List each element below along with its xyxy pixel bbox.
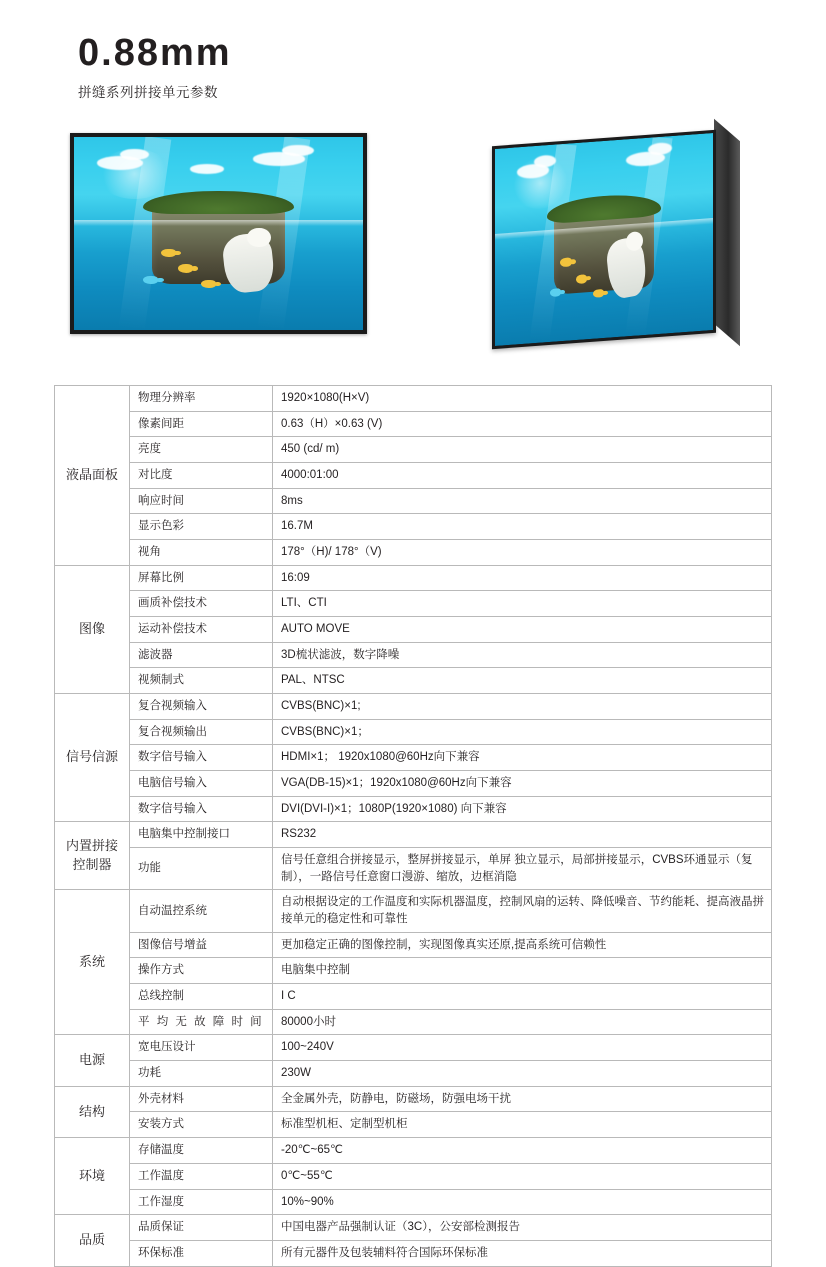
- fish-icon: [593, 289, 604, 298]
- spec-value: -20℃~65℃: [273, 1138, 772, 1164]
- table-row: [55, 514, 772, 540]
- panel-side-edge: [714, 119, 740, 347]
- fish-icon: [178, 264, 193, 272]
- water-surface-line: [74, 220, 363, 226]
- fish-icon: [143, 276, 158, 284]
- table-row: [55, 719, 772, 745]
- spec-key: 物理分辨率: [130, 386, 273, 412]
- spec-value: VGA(DB-15)×1；1920x1080@60Hz向下兼容: [273, 771, 772, 797]
- spec-key: 复合视频输出: [130, 719, 273, 745]
- spec-key: 滤波器: [130, 642, 273, 668]
- spec-key: 视角: [130, 540, 273, 566]
- specification-table-body: [55, 386, 772, 1267]
- spec-value: RS232: [273, 822, 772, 848]
- spec-value: LTI、CTI: [273, 591, 772, 617]
- spec-value: 所有元器件及包装辅料符合国际环保标准: [273, 1240, 772, 1266]
- spec-value: HDMI×1； 1920x1080@60Hz向下兼容: [273, 745, 772, 771]
- spec-value: CVBS(BNC)×1；: [273, 719, 772, 745]
- page-subtitle: 拼缝系列拼接单元参数: [78, 84, 218, 100]
- table-row: [55, 617, 772, 643]
- spec-key: 数字信号输入: [130, 796, 273, 822]
- spec-key: 宽电压设计: [130, 1035, 273, 1061]
- spec-key: 复合视频输入: [130, 694, 273, 720]
- spec-key: 亮度: [130, 437, 273, 463]
- spec-key: 数字信号输入: [130, 745, 273, 771]
- spec-category: 电源: [55, 1035, 130, 1086]
- spec-value: DVI(DVI-I)×1；1080P(1920×1080) 向下兼容: [273, 796, 772, 822]
- fish-icon: [576, 274, 587, 283]
- lcd-video-wall-front-view: [70, 133, 367, 334]
- table-row: [55, 958, 772, 984]
- spec-value: 电脑集中控制: [273, 958, 772, 984]
- spec-value: 4000:01:00: [273, 463, 772, 489]
- spec-value: AUTO MOVE: [273, 617, 772, 643]
- spec-key: 工作温度: [130, 1163, 273, 1189]
- spec-category: 品质: [55, 1215, 130, 1266]
- table-row: [55, 1061, 772, 1087]
- spec-key: 运动补偿技术: [130, 617, 273, 643]
- spec-key: 操作方式: [130, 958, 273, 984]
- spec-value: I C: [273, 984, 772, 1010]
- table-row: [55, 771, 772, 797]
- table-row: [55, 1112, 772, 1138]
- spec-value: 80000小时: [273, 1009, 772, 1035]
- spec-value: 更加稳定正确的图像控制，实现图像真实还原,提高系统可信赖性: [273, 932, 772, 958]
- spec-value: 0℃~55℃: [273, 1163, 772, 1189]
- spec-key: 外壳材料: [130, 1086, 273, 1112]
- table-row: [55, 411, 772, 437]
- spec-category: 结构: [55, 1086, 130, 1137]
- spec-key: 功能: [130, 848, 273, 890]
- fish-icon: [560, 258, 571, 267]
- spec-key: 视频制式: [130, 668, 273, 694]
- island-vegetation: [143, 191, 293, 214]
- spec-value: 10%~90%: [273, 1189, 772, 1215]
- screen-front: [74, 137, 363, 330]
- table-row: [55, 565, 772, 591]
- spec-value: 178°（H)/ 178°（V): [273, 540, 772, 566]
- table-row: [55, 591, 772, 617]
- table-row: [55, 932, 772, 958]
- spec-value: 100~240V: [273, 1035, 772, 1061]
- spec-key: 环保标准: [130, 1240, 273, 1266]
- spec-value: 信号任意组合拼接显示，整屏拼接显示，单屏 独立显示，局部拼接显示，CVBS环通显示（复制），一路信号任意窗口漫游、缩放，边框消隐: [273, 848, 772, 890]
- table-row: [55, 668, 772, 694]
- underwater-island-artwork: [74, 137, 363, 330]
- table-row: [55, 984, 772, 1010]
- table-row: [55, 1215, 772, 1241]
- table-row: [55, 848, 772, 890]
- panel-body: [492, 130, 716, 349]
- spec-key: 品质保证: [130, 1215, 273, 1241]
- table-row: [55, 488, 772, 514]
- table-row: [55, 1035, 772, 1061]
- table-row: [55, 463, 772, 489]
- spec-category: 图像: [55, 565, 130, 693]
- spec-value: 450 (cd/ m): [273, 437, 772, 463]
- spec-category: 系统: [55, 890, 130, 1035]
- spec-category: 液晶面板: [55, 386, 130, 566]
- table-row: [55, 437, 772, 463]
- spec-value: 3D梳状滤波，数字降噪: [273, 642, 772, 668]
- spec-value: 中国电器产品强制认证（3C），公安部检测报告: [273, 1215, 772, 1241]
- spec-value: CVBS(BNC)×1;: [273, 694, 772, 720]
- spec-value: 1920×1080(H×V): [273, 386, 772, 412]
- spec-value: 230W: [273, 1061, 772, 1087]
- table-row: [55, 1086, 772, 1112]
- spec-value: 标准型机柜、定制型机柜: [273, 1112, 772, 1138]
- lcd-video-wall-angled-view: [492, 120, 742, 358]
- spec-key: 自动温控系统: [130, 890, 273, 932]
- underwater-island-artwork: [495, 133, 713, 346]
- table-row: [55, 822, 772, 848]
- screen-angled: [495, 133, 713, 346]
- spec-value: 自动根据设定的工作温度和实际机器温度，控制风扇的运转、降低噪音、节约能耗、提高液晶拼接单元的稳定性和可靠性: [273, 890, 772, 932]
- spec-key: 总线控制: [130, 984, 273, 1010]
- spec-value: 8ms: [273, 488, 772, 514]
- table-row: [55, 1138, 772, 1164]
- table-row: [55, 1009, 772, 1035]
- polar-bear-head: [247, 228, 270, 247]
- spec-value: PAL、NTSC: [273, 668, 772, 694]
- table-row: [55, 694, 772, 720]
- spec-value: 全金属外壳，防静电，防磁场，防强电场干扰: [273, 1086, 772, 1112]
- spec-key: 功耗: [130, 1061, 273, 1087]
- spec-key: 存储温度: [130, 1138, 273, 1164]
- spec-key: 像素间距: [130, 411, 273, 437]
- table-row: [55, 386, 772, 412]
- table-row: [55, 890, 772, 932]
- table-row: [55, 796, 772, 822]
- table-row: [55, 1240, 772, 1266]
- specification-table: [54, 385, 772, 1267]
- cloud-icon: [190, 164, 225, 174]
- table-row: [55, 642, 772, 668]
- spec-value: 16:09: [273, 565, 772, 591]
- table-row: [55, 540, 772, 566]
- spec-category: 信号信源: [55, 694, 130, 822]
- spec-value: 16.7M: [273, 514, 772, 540]
- spec-category: 内置拼接控制器: [55, 822, 130, 890]
- spec-category: 环境: [55, 1138, 130, 1215]
- spec-key: 图像信号增益: [130, 932, 273, 958]
- spec-key: 屏幕比例: [130, 565, 273, 591]
- fish-icon: [161, 249, 176, 257]
- spec-key: 画质补偿技术: [130, 591, 273, 617]
- spec-key: 工作湿度: [130, 1189, 273, 1215]
- spec-key: 电脑信号输入: [130, 771, 273, 797]
- table-row: [55, 745, 772, 771]
- page-title: 0.88mm: [78, 32, 232, 74]
- spec-key: 安装方式: [130, 1112, 273, 1138]
- spec-key: 电脑集中控制接口: [130, 822, 273, 848]
- table-row: [55, 1163, 772, 1189]
- page-header: [78, 34, 232, 101]
- fish-icon: [201, 280, 216, 288]
- spec-value: 0.63（H）×0.63 (V): [273, 411, 772, 437]
- fish-icon: [550, 288, 561, 297]
- product-images: [0, 120, 826, 370]
- spec-key: 对比度: [130, 463, 273, 489]
- spec-key: 平 均 无 故 障 时 间: [130, 1009, 273, 1035]
- table-row: [55, 1189, 772, 1215]
- spec-key: 响应时间: [130, 488, 273, 514]
- spec-key: 显示色彩: [130, 514, 273, 540]
